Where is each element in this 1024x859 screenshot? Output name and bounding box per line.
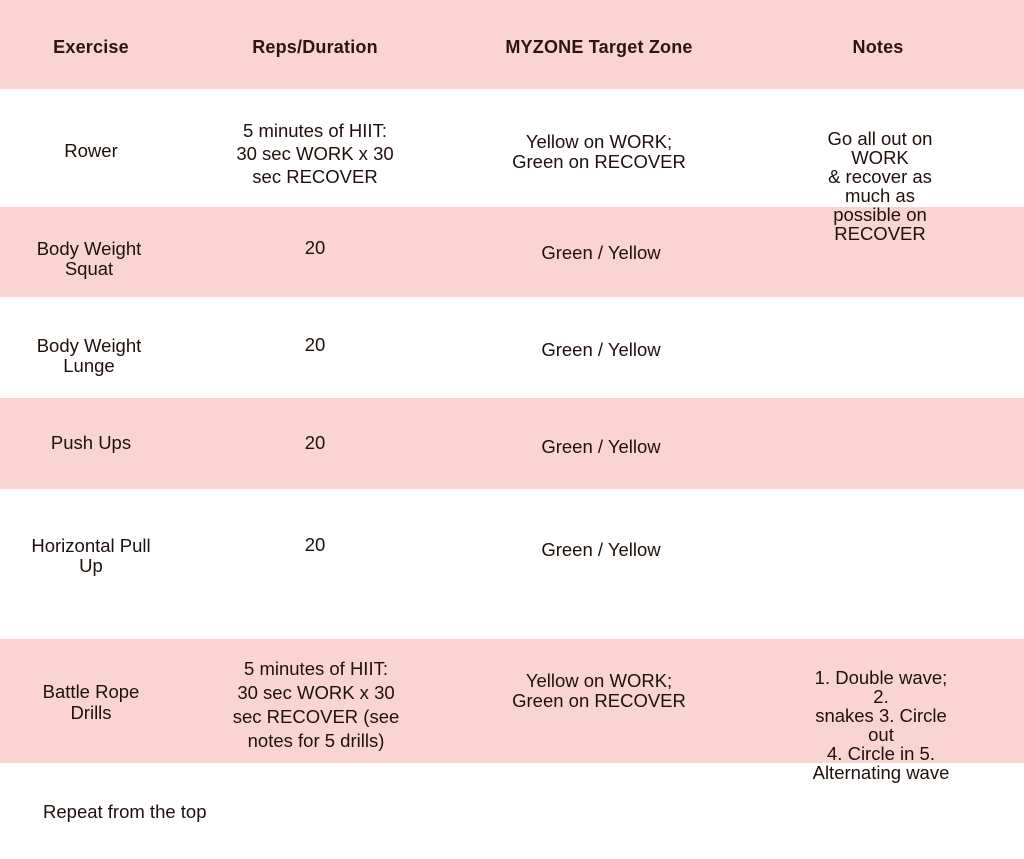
row-band-4 — [0, 398, 1024, 489]
table-row-reps: 5 minutes of HIIT: 30 sec WORK x 30 sec RECOVER — [236, 120, 394, 187]
table-row-notes: 1. Double wave; 2. snakes 3. Circle out 4. Circle in 5. Alternating wave — [812, 667, 950, 783]
column-header-reps: Reps/Duration — [252, 37, 378, 57]
table-row-reps: 20 — [304, 534, 326, 555]
table-row-exercise: Push Ups — [50, 432, 132, 453]
table-row-exercise: Battle Rope Drills — [42, 681, 140, 723]
table-row-zone: Green / Yellow — [541, 242, 661, 263]
table-row-reps: 20 — [304, 432, 326, 453]
row-band-3 — [0, 297, 1024, 398]
column-header-exercise: Exercise — [53, 37, 129, 57]
table-row-notes: Go all out on WORK & recover as much as possible on RECOVER — [827, 128, 933, 244]
table-row-exercise: Body Weight Squat — [36, 238, 142, 279]
repeat-note: Repeat from the top — [43, 801, 207, 822]
table-row-reps: 5 minutes of HIIT: 30 sec WORK x 30 sec RECOVER (see notes for 5 drills) — [232, 658, 400, 751]
table-row-zone: Yellow on WORK; Green on RECOVER — [512, 131, 686, 172]
table-row-zone: Yellow on WORK; Green on RECOVER — [512, 670, 686, 711]
column-header-notes: Notes — [852, 37, 904, 57]
table-row-zone: Green / Yellow — [541, 339, 661, 360]
row-band-5 — [0, 489, 1024, 639]
table-row-reps: 20 — [304, 237, 326, 258]
table-row-reps: 20 — [304, 334, 326, 355]
table-row-exercise: Horizontal Pull Up — [31, 535, 151, 576]
table-row-zone: Green / Yellow — [541, 436, 661, 457]
table-row-zone: Green / Yellow — [541, 539, 661, 560]
table-row-exercise: Rower — [64, 140, 118, 161]
column-header-zone: MYZONE Target Zone — [505, 37, 693, 57]
table-row-exercise: Body Weight Lunge — [36, 335, 142, 376]
